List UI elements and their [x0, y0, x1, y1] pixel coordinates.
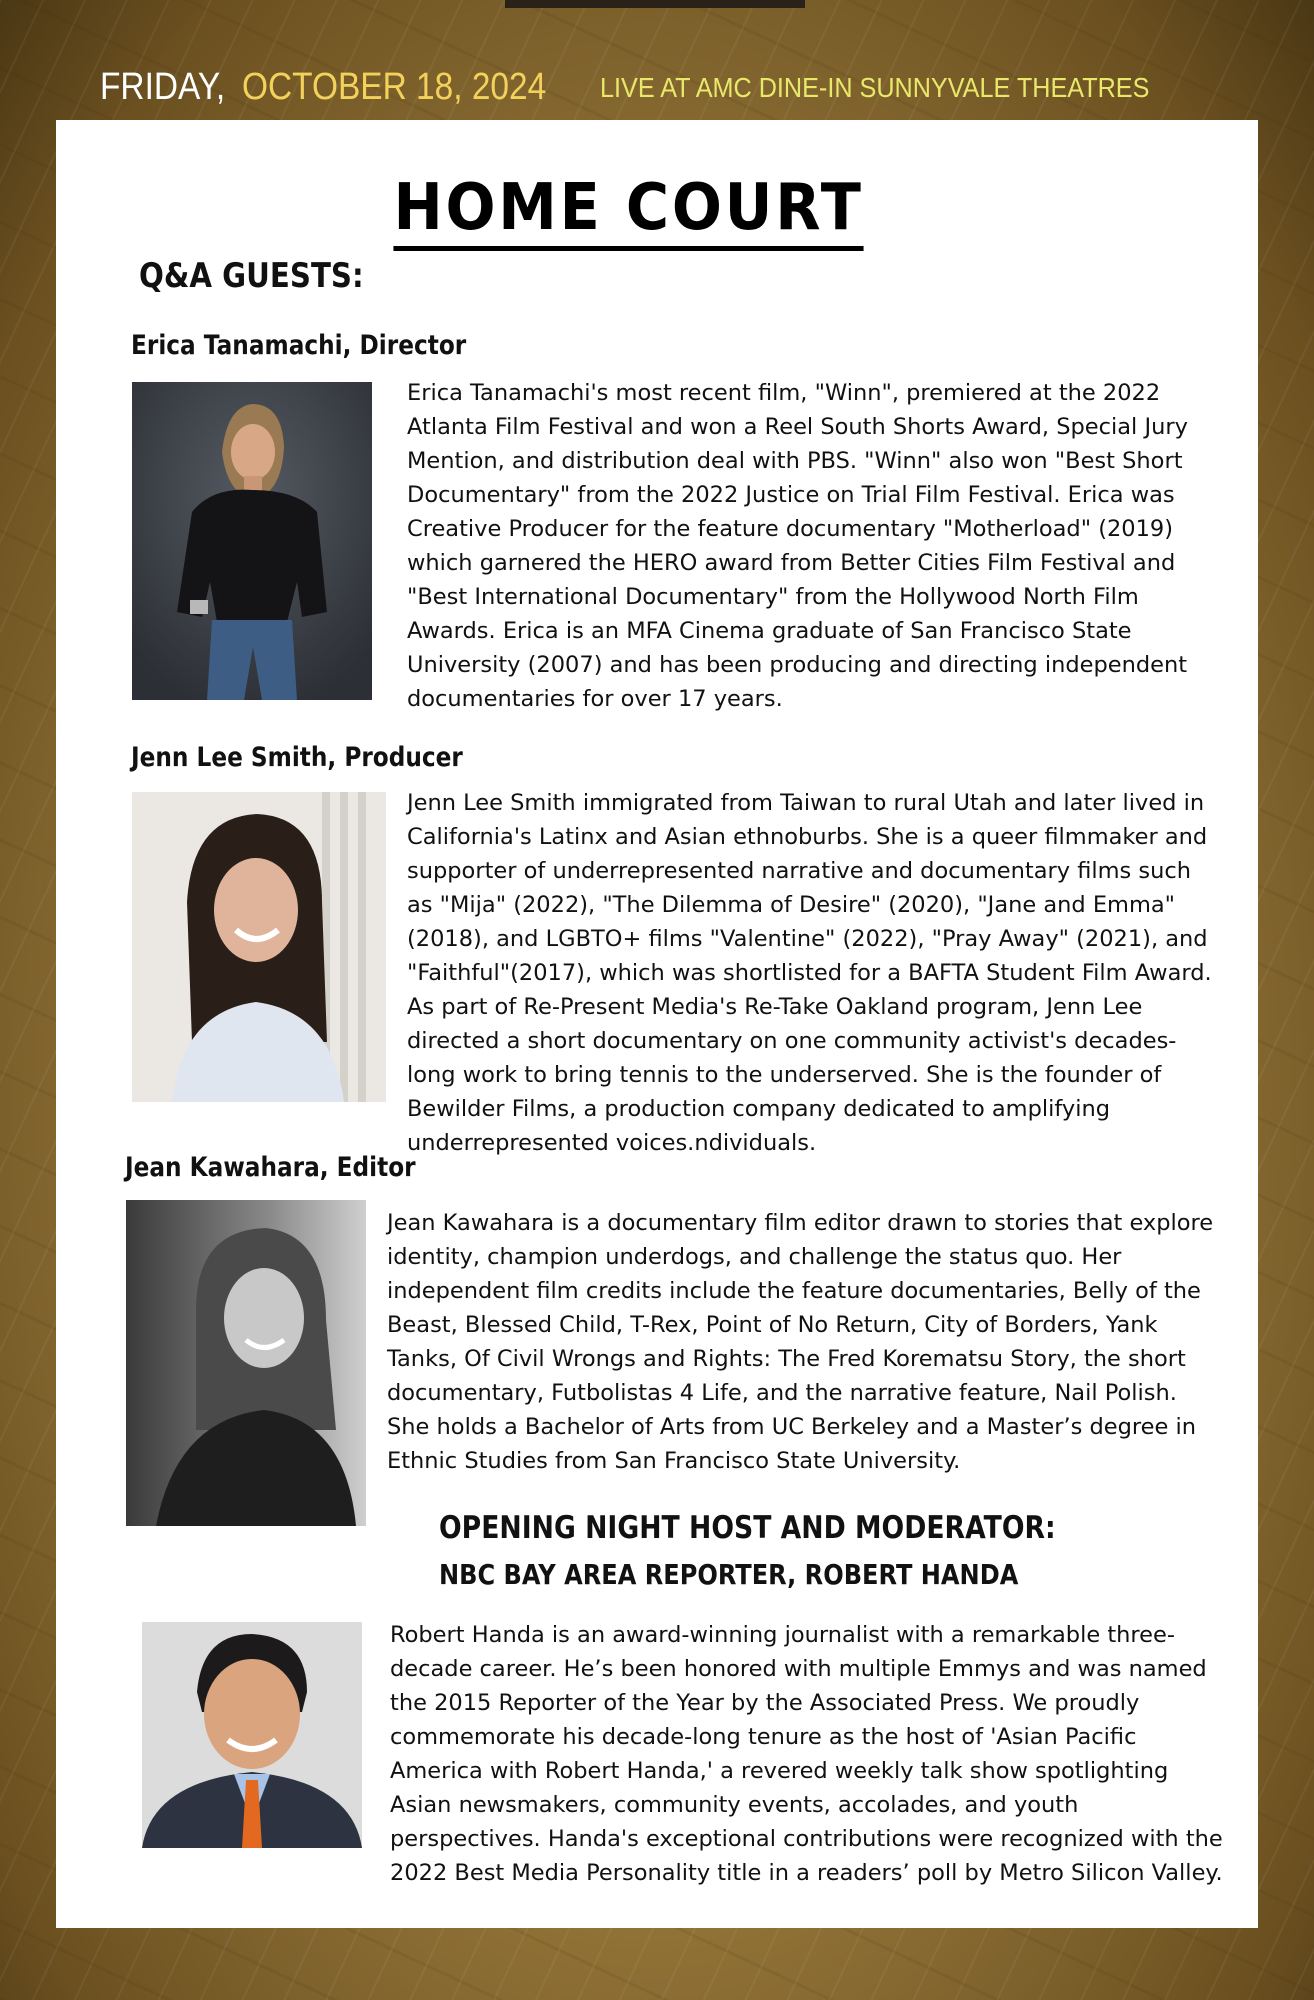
host-bio: Robert Handa is an award-winning journalist with a remarkable three-decade career. He’s been honored with multiple Emmys and was named the 2015 Reporter of the Year by the Associated Press. We proudly commemorate his decade-long tenure as the host of 'Asian Pacific America with Robert Handa,' a revered weekly talk show spotlighting Asian newsmakers, community events, accolades, and youth perspectives. Handa's exceptional contributions were recognized with the 2022 Best Media Personality title in a readers’ poll by Metro Silicon Valley.	[390, 1622, 1223, 1886]
guest-name-director: Erica Tanamachi, Director	[131, 330, 467, 361]
producer-photo	[132, 792, 386, 1102]
program-card	[56, 120, 1258, 1928]
qa-guests-label: Q&A GUESTS:	[139, 256, 364, 296]
guest-name-producer: Jenn Lee Smith, Producer	[131, 742, 463, 773]
host-portrait-image	[142, 1622, 362, 1848]
film-title-wrap	[56, 170, 1201, 251]
director-photo	[132, 382, 372, 700]
event-venue: LIVE AT AMC DINE-IN SUNNYVALE THEATRES	[600, 72, 1150, 103]
top-decoration	[505, 0, 805, 8]
host-photo	[142, 1622, 362, 1848]
editor-photo	[126, 1200, 366, 1526]
director-bio: Erica Tanamachi's most recent film, "Winn", premiered at the 2022 Atlanta Film Festival and won a Reel South Shorts Award, Special Jury Mention, and distribution deal with PBS. "Winn" also won "Best Short Documentary" from the 2022 Justice on Trial Film Festival. Erica was Creative Producer for the feature documentary "Motherload" (2019) which garnered the HERO award from Better Cities Film Festival and "Best International Documentary" from the Hollywood North Film Awards. Erica is an MFA Cinema graduate of San Francisco State University (2007) and has been producing and directing independent documentaries for over 17 years.	[407, 380, 1188, 712]
director-portrait-image	[132, 382, 372, 700]
producer-portrait-image	[132, 792, 386, 1102]
guest-name-editor: Jean Kawahara, Editor	[125, 1152, 416, 1183]
host-subheading: NBC BAY AREA REPORTER, ROBERT HANDA	[439, 1558, 1019, 1591]
host-heading: OPENING NIGHT HOST AND MODERATOR:	[439, 1510, 1056, 1546]
editor-bio: Jean Kawahara is a documentary film editor drawn to stories that explore identity, champion underdogs, and challenge the status quo. Her independent film credits include the feature documentaries, Belly of the Beast, Blessed Child, T-Rex, Point of No Return, City of Borders, Yank Tanks, Of Civil Wrongs and Rights: The Fred Korematsu Story, the short documentary, Futbolistas 4 Life, and the narrative feature, Nail Polish. She holds a Bachelor of Arts from UC Berkeley and a Master’s degree in Ethnic Studies from San Francisco State University.	[387, 1210, 1214, 1474]
event-day: FRIDAY,	[100, 66, 226, 108]
event-header	[100, 66, 1260, 116]
editor-portrait-image	[126, 1200, 366, 1526]
film-title: HOME COURT	[393, 170, 863, 251]
event-date: OCTOBER 18, 2024	[242, 66, 547, 108]
producer-bio: Jenn Lee Smith immigrated from Taiwan to rural Utah and later lived in California's Latinx and Asian ethnoburbs. She is a queer filmmaker and supporter of underrepresented narrative and documentary films such as "Mija" (2022), "The Dilemma of Desire" (2020), "Jane and Emma" (2018), and LGBTO+ films "Valentine" (2022), "Pray Away" (2021), and "Faithful"(2017), which was shortlisted for a BAFTA Student Film Award. As part of Re-Present Media's Re-Take Oakland program, Jenn Lee directed a short documentary on one community activist's decades-long work to bring tennis to the underserved. She is the founder of Bewilder Films, a production company dedicated to amplifying underrepresented voices.ndividuals.	[407, 790, 1212, 1156]
